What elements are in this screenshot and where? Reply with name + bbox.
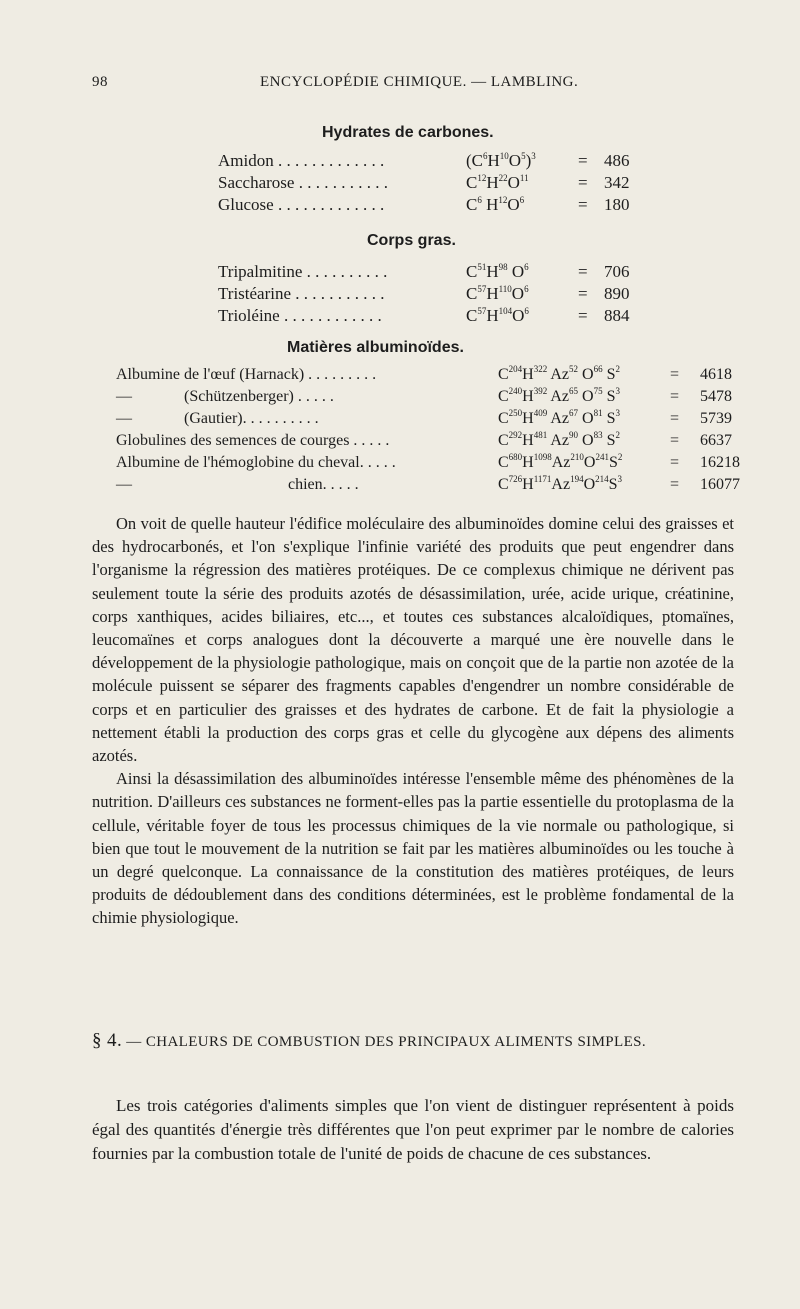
chemical-formula: $C^{250}H^{409}$ Az$^{67}$ $O^{81}$ $S^3$ — [498, 408, 620, 427]
page-header — [92, 74, 772, 98]
running-title: ENCYCLOPÉDIE CHIMIQUE. — LAMBLING. — [260, 74, 579, 90]
compound-name: Globulines des semences de courges . . . . . — [116, 432, 390, 449]
equals-sign: = — [670, 454, 680, 471]
paragraph: Les trois catégories d'aliments simples que l'on vient de distinguer représentent à poids égal des quantités d'énergie très différentes que l'on peut exprimer par le nombre de calories fournies par la combustion totale de l'unité de poids de chacune de ces substances. — [92, 1096, 734, 1163]
table-row — [116, 452, 740, 476]
table-row — [116, 474, 740, 498]
compound-name: — (Gautier). . . . . . . . . . — [116, 410, 319, 427]
equals-sign: = — [578, 151, 588, 170]
chemical-formula: $C^{51}H^{98}$ $O^6$ — [466, 262, 529, 281]
chemical-formula: $C^{204}H^{322}$ Az$^{52}$ $O^{66}$ $S^2$ — [498, 364, 620, 383]
equals-sign: = — [578, 284, 588, 303]
chemical-formula: $C^{292}H^{481}$ Az$^{90}$ $O^{83}$ $S^2$ — [498, 430, 620, 449]
compound-name: Tripalmitine . . . . . . . . . . — [218, 262, 388, 281]
page-number: 98 — [92, 74, 108, 90]
molecular-weight: 890 — [604, 284, 630, 303]
section-heading — [92, 1030, 646, 1052]
molecular-weight: 342 — [604, 173, 630, 192]
equals-sign: = — [670, 476, 680, 493]
paragraph: On voit de quelle hauteur l'édifice moléculaire des albuminoïdes domine celui des graisses et des hydrocarbonés, et l'on s'explique l'infinie variété des produits que peut engendrer dans l'organisme la régression des matières protéiques. De ce complexus chimique ne dérivent pas seulement toute la série des produits azotés de désassimilation, urée, acide urique, créatinine, corps xanthiques, acides biliaires, etc..., et toutes ces substances alcaloïdiques, ptomaïnes, leucomaïnes et corps analogues dont la découverte a marqué une ère nouvelle dans le développement de la physiologie pathologique, mais on conçoit que de la partie non azotée de la molécule puissent se séparer des fragments capables d'engendrer un nombre considérable de corps et en particulier des graisses et des hydrates de carbone. Et de fait la physiologie a nettement établi la production des corps gras et celle du glycogène aux dépens des aliments azotés. — [92, 514, 734, 766]
equals-sign: = — [578, 262, 588, 281]
table-row — [116, 388, 736, 410]
chemical-formula: $(C^6H^{10}O^5)^3$ — [466, 151, 536, 170]
section-title: — CHALEURS DE COMBUSTION DES PRINCIPAUX ALIMENTS SIMPLES. — [126, 1034, 647, 1050]
table-row — [218, 195, 658, 217]
section-number: § 4. — [92, 1030, 123, 1051]
molecular-weight: 884 — [604, 306, 630, 325]
chemical-formula: $C^{680}H^{1098}Az^{210}O^{241}S^2$ — [498, 452, 623, 471]
molecular-weight: 486 — [604, 151, 630, 170]
molecular-weight: 4618 — [700, 366, 732, 383]
compound-name: Tristéarine . . . . . . . . . . . — [218, 284, 385, 303]
chemical-formula: $C^{726}H^{1171}Az^{194}O^{214}S^3$ — [498, 474, 623, 493]
compound-name: — (Schützenberger) . . . . . — [116, 388, 334, 405]
compound-name: Trioléine . . . . . . . . . . . . — [218, 306, 382, 325]
chemical-formula: $C^{57}H^{104}O^6$ — [466, 306, 529, 325]
compound-name: Albumine de l'œuf (Harnack) . . . . . . . . . — [116, 366, 377, 383]
equals-sign: = — [578, 173, 588, 192]
compound-name: Albumine de l'hémoglobine du cheval. . . . . — [116, 454, 396, 471]
table-row — [116, 432, 736, 454]
molecular-weight: 6637 — [700, 432, 732, 449]
compound-name: Amidon . . . . . . . . . . . . . — [218, 151, 385, 170]
equals-sign: = — [670, 366, 680, 383]
molecular-weight: 180 — [604, 195, 630, 214]
table-row — [116, 410, 736, 432]
molecular-weight: 706 — [604, 262, 630, 281]
compound-name: Glucose . . . . . . . . . . . . . — [218, 195, 385, 214]
body-text — [92, 512, 734, 930]
closing-text — [92, 1094, 734, 1166]
albuminoides-title: Matières albuminoïdes. — [287, 339, 464, 356]
chemical-formula: $C^{57}H^{110}O^6$ — [466, 284, 529, 303]
equals-sign: = — [670, 432, 680, 449]
equals-sign: = — [578, 195, 588, 214]
molecular-weight: 16077 — [700, 476, 740, 493]
table-row — [116, 366, 736, 388]
equals-sign: = — [670, 410, 680, 427]
chemical-formula: $C^{240}H^{392}$ Az$^{65}$ $O^{75}$ $S^3$ — [498, 386, 620, 405]
chemical-formula: $C^{12}H^{22}O^{11}$ — [466, 173, 529, 192]
hydrates-title: Hydrates de carbones. — [322, 124, 494, 141]
paragraph: Ainsi la désassimilation des albuminoïdes intéresse l'ensemble même des phénomènes de la nutrition. D'ailleurs ces substances ne forment-elles pas la partie essentielle du protoplasma de la cellule, véritable foyer de tous les processus chimiques de la vie normale ou pathologique, si bien que tout le mouvement de la nutrition se fait par les matières albuminoïdes ou les touche à un degré quelconque. La connaissance de la constitution des matières protéiques, de leurs produits de dédoublement dans des conditions déterminées, est le problème fondamental de la chimie physiologique. — [92, 769, 734, 928]
molecular-weight: 5478 — [700, 388, 732, 405]
compound-name: — chien. . . . . — [116, 476, 359, 493]
table-row — [218, 284, 658, 306]
equals-sign: = — [578, 306, 588, 325]
table-row — [218, 306, 658, 328]
corps-gras-title: Corps gras. — [367, 232, 456, 249]
molecular-weight: 16218 — [700, 454, 740, 471]
table-row — [218, 173, 658, 195]
equals-sign: = — [670, 388, 680, 405]
table-row — [218, 262, 658, 284]
compound-name: Saccharose . . . . . . . . . . . — [218, 173, 388, 192]
table-row — [218, 151, 658, 173]
chemical-formula: $C^6$ $H^{12}O^6$ — [466, 195, 525, 214]
molecular-weight: 5739 — [700, 410, 732, 427]
